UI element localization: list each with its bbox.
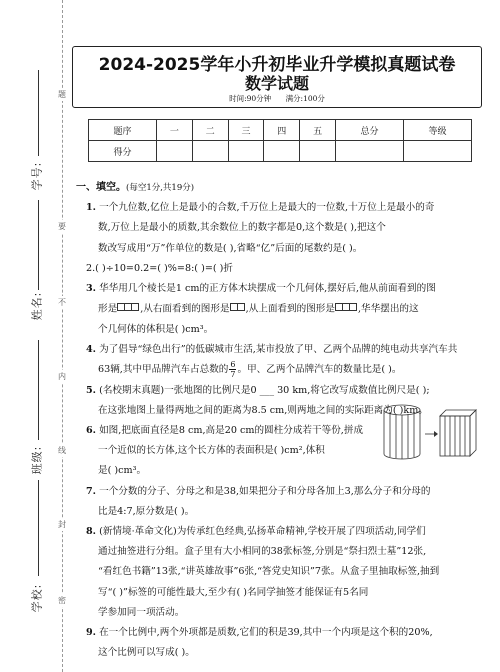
section-note: (每空1分,共19分) <box>126 183 195 193</box>
section-title <box>76 178 478 198</box>
fraction-numerator: 6 <box>230 360 236 370</box>
score-table-score-row <box>89 141 472 162</box>
question-text: 通过抽签进行分组。盒子里有大小相同的38张标签,分别是“祭扫烈士墓”12张, <box>98 546 427 558</box>
question-text: 写“( )”标签的可能性最大,至少有( )名同学抽签才能保证有5名同 <box>98 586 369 598</box>
exam-subtitle: 数学试题 <box>244 74 309 93</box>
question-4 <box>86 340 478 360</box>
score-input[interactable] <box>156 141 192 162</box>
question-text: 形是 <box>98 303 118 315</box>
student-id-label: 学号: <box>30 161 44 191</box>
question-text: 数,万位上是最小的质数,其余数位上的数字都是0,这个数是( ),把这个 <box>98 222 386 234</box>
fraction-denominator: 7 <box>230 370 236 380</box>
cut-char: 密 <box>58 596 66 605</box>
cylinder-to-cuboid-figure <box>380 400 480 462</box>
question-text: 华华用几个棱长是1 cm的正方体木块摆成一个几何体,摆好后,他从前面看到的图 <box>99 283 436 295</box>
question-text: (新情境·革命文化)为传承红色经典,弘扬革命精神,学校开展了四项活动,同学们 <box>99 526 426 538</box>
question-text: 在这张地图上量得两地之间的距离为8.5 cm,则两地之间的实际距离为( )km。 <box>98 404 428 416</box>
name-label: 姓名: <box>30 291 44 321</box>
question-text: 比是4:7,原分数是( )。 <box>98 505 195 517</box>
score-input[interactable] <box>264 141 300 162</box>
section-title-text: 一、填空。 <box>76 182 126 193</box>
question-3-views <box>86 299 478 320</box>
cut-char: 题 <box>58 90 66 99</box>
score-cell: 三 <box>228 120 264 141</box>
question-1 <box>86 198 478 218</box>
question-text: 一个九位数,亿位上是最小的合数,千万位上是最大的一位数,十万位上是最小的奇 <box>99 202 435 214</box>
question-number: 1. <box>86 202 97 214</box>
question-text: 学参加同一项活动。 <box>98 606 185 618</box>
score-cell: 得分 <box>89 141 157 162</box>
exam-meta <box>73 93 481 104</box>
class-blank[interactable] <box>38 340 39 440</box>
cut-char: 要 <box>58 222 66 231</box>
arrow-icon <box>425 431 438 437</box>
name-blank[interactable] <box>38 200 39 290</box>
question-text: 如图,把底面直径是8 cm,高是20 cm的圆柱分成若干等份,拼成 <box>99 425 364 437</box>
school-label: 学校: <box>30 583 44 613</box>
top-view-figure <box>336 299 357 319</box>
question-text: 一个分数的分子、分母之和是38,如果把分子和分母各加上3,那么分子和分母的 <box>99 485 431 497</box>
question-number: 9. <box>86 627 97 639</box>
question-5 <box>86 381 478 401</box>
cut-char: 封 <box>58 520 66 529</box>
question-9 <box>86 623 478 643</box>
cut-char: 线 <box>58 446 66 455</box>
score-cell: 一 <box>156 120 192 141</box>
question-text: 是( )cm³。 <box>98 465 147 477</box>
question-number: 3. <box>86 283 97 295</box>
question-number: 4. <box>86 344 97 356</box>
question-text: “看红色书籍”13张,“讲英雄故事”6张,“答党史知识”7张。从盒子里抽取标签,抽到 <box>98 566 440 578</box>
question-8 <box>86 522 478 542</box>
question-4-line2 <box>86 360 478 380</box>
question-3 <box>86 279 478 299</box>
question-number: 8. <box>86 526 97 538</box>
cut-char: 内 <box>58 372 66 381</box>
exam-header <box>72 46 482 108</box>
score-cell: 总分 <box>335 120 403 141</box>
right-view-figure <box>231 299 245 319</box>
score-input[interactable] <box>228 141 264 162</box>
question-number: 6. <box>86 425 97 437</box>
question-text: 数改写成用“万”作单位的数是( ),省略“亿”后面的尾数约是( )。 <box>98 242 363 254</box>
question-text: 为了倡导“绿色出行”的低碳城市生活,某市投放了甲、乙两个品牌的纯电动共享汽车共 <box>99 344 458 356</box>
question-text: ,从右面看到的图形是 <box>140 303 230 315</box>
question-text: 。甲、乙两个品牌汽车的数量比是( )。 <box>237 364 402 376</box>
exam-time: 时间:90分钟 <box>229 94 272 103</box>
student-id-blank[interactable] <box>38 70 39 156</box>
score-table-header-row <box>89 120 472 141</box>
question-text: (名校期末真题)一张地图的比例尺是0 ___ 30 km,将它改写成数值比例尺是( ); <box>99 384 430 396</box>
score-input[interactable] <box>192 141 228 162</box>
school-blank[interactable] <box>38 480 39 576</box>
question-number: 5. <box>86 384 97 396</box>
question-7 <box>86 482 478 502</box>
score-cell: 二 <box>192 120 228 141</box>
question-text: ,华华摆出的这 <box>358 303 419 315</box>
class-label: 班级: <box>30 445 44 475</box>
cut-char: 不 <box>58 298 66 307</box>
score-input[interactable] <box>403 141 471 162</box>
question-number: 7. <box>86 485 97 497</box>
fraction <box>229 360 236 379</box>
score-cell: 题序 <box>89 120 157 141</box>
score-cell: 五 <box>300 120 336 141</box>
exam-score: 满分:100分 <box>285 94 325 103</box>
score-cell: 等级 <box>403 120 471 141</box>
score-input[interactable] <box>335 141 403 162</box>
question-text: ,从上面看到的图形是 <box>245 303 335 315</box>
question-text: 一个近似的长方体,这个长方体的表面积是( )cm²,体积 <box>98 445 325 457</box>
front-view-figure <box>118 299 139 319</box>
question-text: 个几何体的体积是( )cm³。 <box>98 324 214 336</box>
question-text: 63辆,其中甲品牌汽车占总数的 <box>98 364 229 376</box>
exam-title: 2024-2025学年小升初毕业升学模拟真题试卷 <box>98 55 456 75</box>
question-2: 2.( )÷10=0.2=( )%=8:( )=( )折 <box>86 262 233 274</box>
question-text: 这个比例可以写成( )。 <box>98 647 195 659</box>
score-input[interactable] <box>300 141 336 162</box>
cylinder-figure <box>384 405 420 459</box>
cuboid-figure <box>440 410 476 456</box>
question-text: 在一个比例中,两个外项都是质数,它们的积是39,其中一个内项是这个积的20%, <box>99 627 433 639</box>
score-table <box>88 119 472 162</box>
score-cell: 四 <box>264 120 300 141</box>
binding-margin <box>0 0 80 672</box>
